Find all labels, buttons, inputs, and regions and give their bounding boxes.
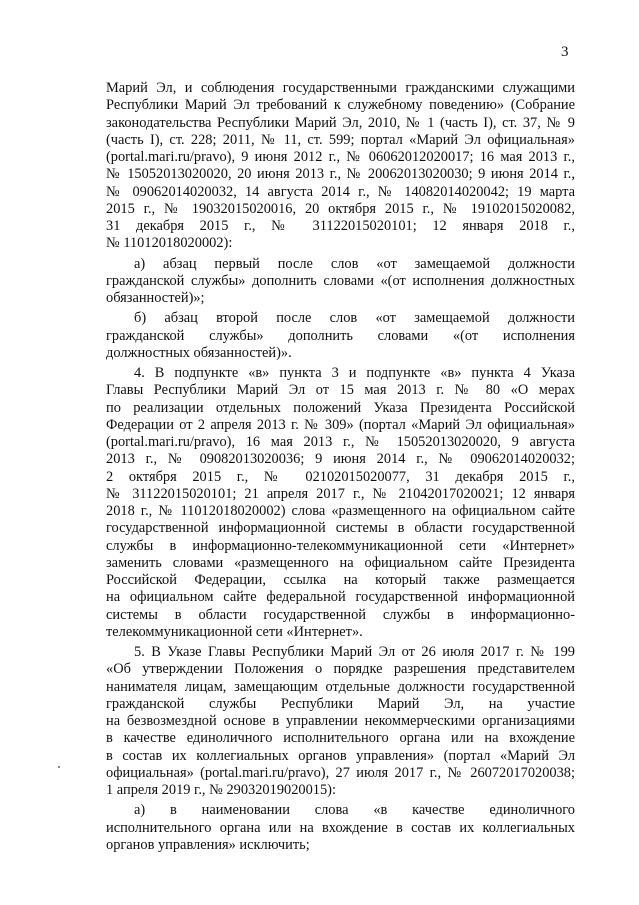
- text-line: б) абзац второй после слов «от замещаемой должности: [134, 310, 575, 327]
- paragraph: [106, 256, 575, 308]
- text-line: а) абзац первый после слов «от замещаемой должности: [134, 255, 575, 272]
- text-line: 5. В Указе Главы Республики Марий Эл от 26 июля 2017 г. № 199: [134, 644, 575, 660]
- text-line: «Об утверждении Положения о порядке разрешения представителем: [106, 661, 575, 678]
- text-line: государственной информационной системы в области государственной: [106, 520, 575, 537]
- text-line: на официальном сайте федеральной государственной информационной: [106, 589, 575, 606]
- text-line: должностных обязанностей)».: [106, 344, 292, 361]
- text-line: (portal.mari.ru/pravo), 9 июня 2012 г., № 06062012020017; 16 мая 2013 г.,: [106, 149, 575, 165]
- text-line: нанимателя лицам, замещающим отдельные должности государственной: [106, 678, 575, 695]
- text-line: гражданской службы Республики Марий Эл, на участие: [106, 695, 575, 712]
- text-line: на безвозмездной основе в управлении некоммерческими организациями: [106, 713, 575, 729]
- text-line: органов управления» исключить;: [106, 836, 310, 853]
- text-line: Российской Федерации, ссылка на который также размещается: [106, 572, 575, 588]
- text-line: Марий Эл, и соблюдения государственными гражданскими служащими: [106, 80, 575, 96]
- paragraph: [106, 802, 575, 854]
- text-line: (portal.mari.ru/pravo), 16 мая 2013 г., № 15052013020020, 9 августа: [106, 434, 575, 450]
- text-line: Федерации от 2 апреля 2013 г. № 309» (портал «Марий Эл официальная»: [106, 416, 575, 433]
- text-line: (часть I), ст. 228; 2011, № 11, ст. 599; портал «Марий Эл официальная»: [106, 131, 575, 148]
- scan-mark: [58, 766, 60, 768]
- text-line: 1 апреля 2019 г., № 29032019020015):: [106, 782, 336, 798]
- text-line: гражданской службы» дополнить словами «(от исполнения должностных: [106, 272, 575, 289]
- page-number: 3: [561, 44, 569, 60]
- text-line: по реализации отдельных положений Указа Президента Российской: [106, 399, 575, 416]
- text-line: 2013 г., № 09082013020036; 9 июня 2014 г., № 09062014020032;: [106, 451, 575, 468]
- text-line: Главы Республики Марий Эл от 15 мая 2013 г. № 80 «О мерах: [106, 382, 575, 399]
- text-line: 31 декабря 2015 г., № 31122015020101; 12 января 2018 г.,: [106, 218, 575, 234]
- text-line: исполнительного органа или на вхождение в состав их коллегиальных: [106, 819, 575, 836]
- text-line: 4. В подпункте «в» пункта 3 и подпункте «в» пункта 4 Указа: [134, 365, 575, 381]
- text-line: а) в наименовании слова «в качестве единоличного: [134, 802, 575, 819]
- text-line: 2018 г., № 11012018020002) слова «размещенного на официальном сайте: [106, 503, 575, 519]
- text-line: № 09062014020032, 14 августа 2014 г., № 14082014020042; 19 марта: [106, 183, 575, 200]
- text-line: законодательства Республики Марий Эл, 2010, № 1 (часть I), ст. 37, № 9: [106, 114, 575, 131]
- document-body: [106, 80, 575, 854]
- paragraph: [106, 310, 575, 362]
- text-line: № 31122015020101; 21 апреля 2017 г., № 21042017020021; 12 января: [106, 485, 575, 502]
- text-line: № 15052013020020, 20 июня 2013 г., № 20062013020030; 9 июня 2014 г.,: [106, 166, 575, 183]
- text-line: в качестве единоличного исполнительного органа или на вхождение: [106, 730, 575, 747]
- paragraph: [106, 644, 575, 799]
- text-line: официальная» (portal.mari.ru/pravo), 27 июля 2017 г., № 26072017020038;: [106, 764, 575, 781]
- paragraph: [106, 365, 575, 641]
- text-line: заменить словами «размещенного на официальном сайте Президента: [106, 554, 575, 571]
- text-line: службы в информационно-телекоммуникационной сети «Интернет»: [106, 537, 575, 554]
- text-line: 2015 г., № 19032015020016, 20 октября 2015 г., № 19102015020082,: [106, 200, 575, 217]
- text-line: в состав их коллегиальных органов управления» (портал «Марий Эл: [106, 747, 575, 764]
- text-line: 2 октября 2015 г., № 02102015020077, 31 декабря 2015 г.,: [106, 468, 575, 485]
- text-line: № 11012018020002):: [106, 235, 233, 252]
- text-line: Республики Марий Эл требований к служебному поведению» (Собрание: [106, 97, 575, 114]
- paragraph: [106, 80, 575, 253]
- text-line: гражданской службы» дополнить словами «(от исполнения: [106, 327, 575, 344]
- text-line: обязанностей)»;: [106, 290, 205, 306]
- text-line: системы в области государственной службы в информационно-: [106, 606, 575, 623]
- text-line: телекоммуникационной сети «Интернет».: [106, 623, 363, 640]
